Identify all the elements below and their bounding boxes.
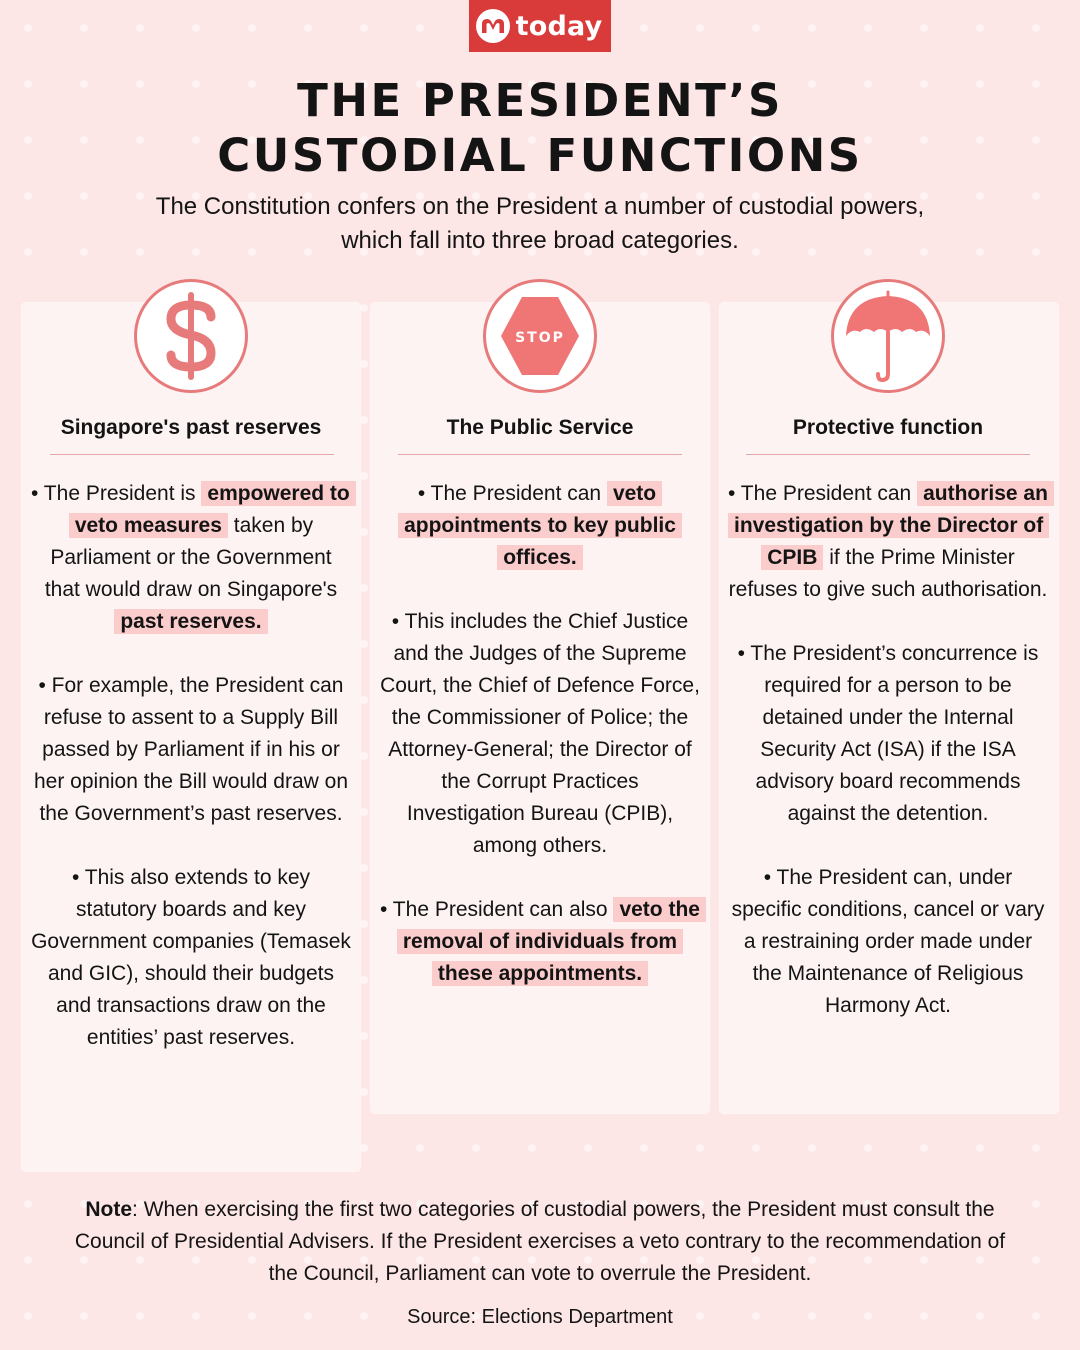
list-item: [31, 478, 351, 638]
stop-sign-icon: [483, 279, 597, 393]
note-text: [60, 1194, 1020, 1290]
bullet-text: • The President can: [417, 482, 607, 505]
highlighted-text: authorise an investigation by the Director of CPIB: [728, 481, 1054, 570]
dollar-sign-icon: [134, 279, 248, 393]
heading-past-reserves: Singapore's past reserves: [60, 416, 322, 439]
heading-protective-function: Protective function: [792, 416, 984, 439]
highlighted-text: past reserves.: [114, 609, 267, 634]
today-logo-icon: [476, 9, 510, 43]
public-service-body: [380, 478, 700, 1022]
list-item: • The President can, under specific conditions, cancel or vary a restraining order made under the Maintenance of Religious Harmony Act.: [731, 866, 1045, 1017]
list-item: • This includes the Chief Justice and the Judges of the Supreme Court, the Chief of Defence Force, the Commissioner of Police; the Attorney-General; the Director of the Corrupt Practices Investigation Bureau (CPIB), among others.: [380, 610, 700, 857]
list-item: [380, 894, 700, 990]
list-item: [728, 478, 1048, 606]
list-item: [380, 478, 700, 574]
list-item: • The President’s concurrence is required for a person to be detained under the Internal Security Act (ISA) if the ISA advisory board recommends against the detention.: [737, 642, 1039, 825]
bullet-text: • The President can: [728, 482, 918, 505]
page-title-line-1: THE PRESIDENT’S: [297, 74, 783, 127]
page-subtitle: The Constitution confers on the President a number of custodial powers, which fall into three broad categories.: [155, 193, 925, 254]
divider: [746, 454, 1030, 455]
list-item: • For example, the President can refuse to assent to a Supply Bill passed by Parliament if in his or her opinion the Bill would draw on the Government’s past reserves.: [33, 674, 349, 825]
heading-public-service: The Public Service: [446, 416, 634, 439]
note-label: Note: [85, 1198, 133, 1221]
protective-function-body: [728, 478, 1048, 1054]
bullet-text: • The President is: [31, 482, 202, 505]
bullet-text: taken by Parliament or the Government that would draw on Singapore's: [44, 514, 338, 601]
source-credit: Source: Elections Department: [407, 1306, 673, 1328]
divider: [398, 454, 682, 455]
past-reserves-body: [31, 478, 351, 1086]
bullet-text: if the Prime Minister refuses to give such authorisation.: [728, 546, 1048, 601]
highlighted-text: empowered to veto measures: [69, 481, 356, 538]
highlighted-text: veto appointments to key public offices.: [398, 481, 682, 570]
divider: [50, 454, 334, 455]
today-logo[interactable]: [469, 0, 611, 52]
highlighted-text: veto the removal of individuals from these appointments.: [397, 897, 706, 986]
page-title-line-2: CUSTODIAL FUNCTIONS: [217, 129, 863, 182]
list-item: • This also extends to key statutory boards and key Government companies (Temasek and GIC), should their budgets and transactions draw on the entities’ past reserves.: [31, 866, 351, 1049]
umbrella-icon: [831, 279, 945, 393]
today-logo-text: today: [515, 10, 603, 42]
bullet-text: • The President can also: [380, 898, 614, 921]
stop-sign-label: STOP: [515, 330, 565, 346]
note-body: : When exercising the first two categories of custodial powers, the President must consult the Council of Presidential Advisers. If the President exercises a veto contrary to the recommendation of the Council, Parliament can vote to overrule the President.: [74, 1198, 1006, 1285]
